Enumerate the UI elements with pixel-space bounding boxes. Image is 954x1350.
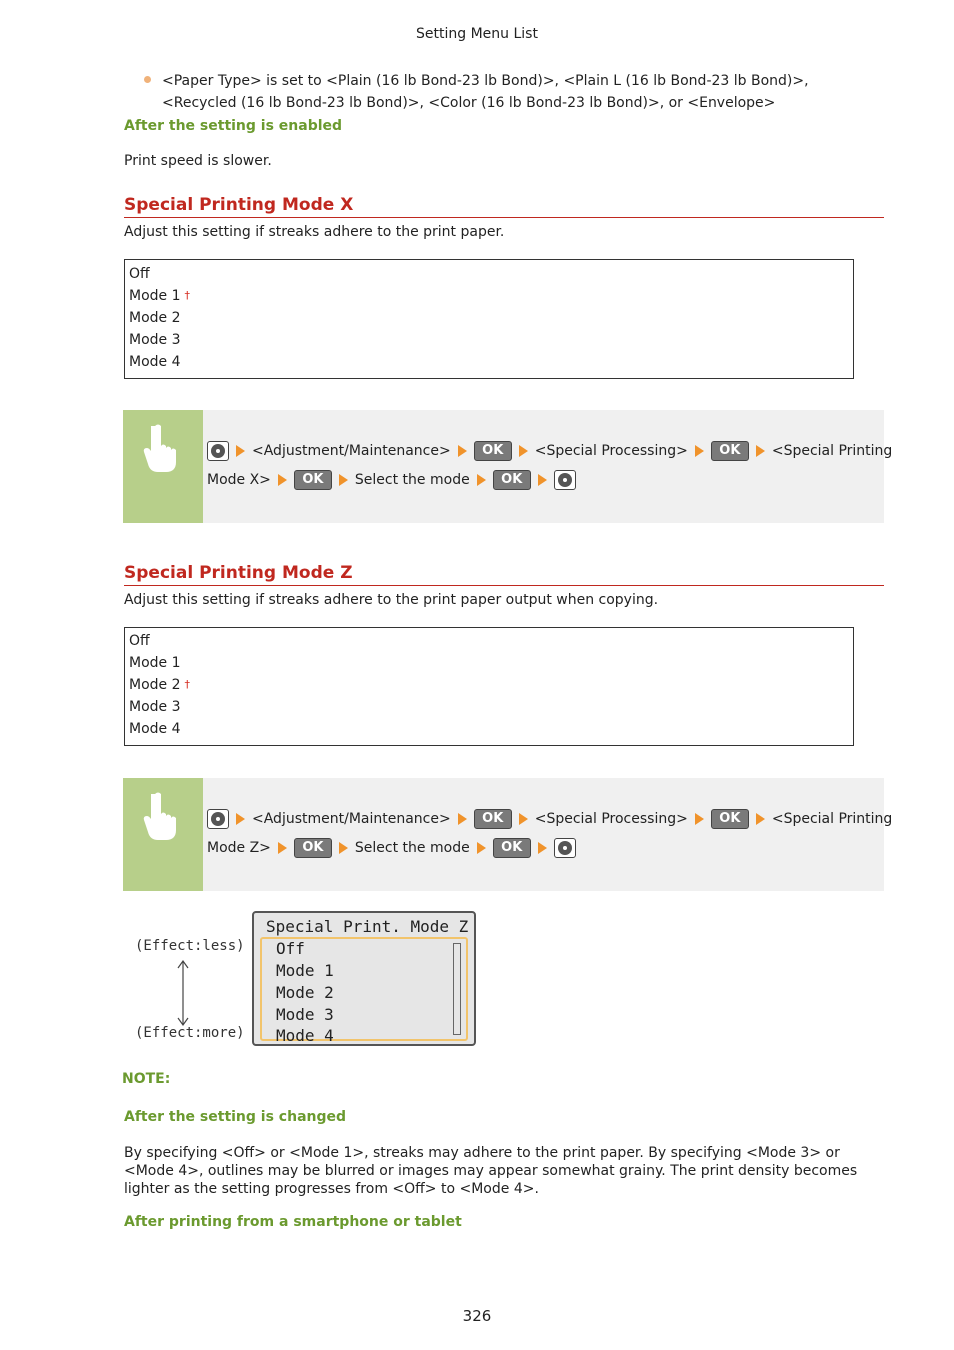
mode-z-close-label: Mode Z> — [207, 840, 271, 856]
mode-x-nav-line-2 — [207, 470, 576, 490]
select-mode-label: Select the mode — [354, 840, 470, 856]
arrow-right-icon — [236, 445, 245, 457]
mode-x-nav-line-1 — [207, 441, 892, 461]
arrow-right-icon — [458, 813, 467, 825]
ok-key-icon: OK — [493, 470, 531, 490]
arrow-right-icon — [538, 842, 547, 854]
arrow-right-icon — [756, 445, 765, 457]
ok-key-icon: OK — [711, 441, 749, 461]
select-mode-label: Select the mode — [354, 472, 470, 488]
mode-z-divider — [124, 585, 884, 586]
arrow-right-icon — [756, 813, 765, 825]
special-printing-label: <Special Printing — [771, 811, 893, 827]
ok-key-icon: OK — [711, 809, 749, 829]
arrow-right-icon — [695, 813, 704, 825]
mode-x-option-off: Off — [129, 266, 150, 282]
menu-key-icon — [554, 470, 576, 490]
hand-pointer-icon — [141, 790, 185, 842]
mode-x-close-label: Mode X> — [207, 472, 271, 488]
mode-z-options-box — [124, 627, 854, 746]
lcd-item-mode3: Mode 3 — [276, 1005, 334, 1024]
mode-x-divider — [124, 217, 884, 218]
mode-x-description: Adjust this setting if streaks adhere to the print paper. — [124, 224, 505, 240]
mode-z-nav-line-2 — [207, 838, 576, 858]
menu-key-icon — [554, 838, 576, 858]
effect-more-label: (Effect:more) — [135, 1025, 245, 1041]
ok-key-icon: OK — [474, 441, 512, 461]
mode-x-nav-sidebar — [123, 410, 203, 523]
arrow-right-icon — [236, 813, 245, 825]
mode-z-option-mode2-label: Mode 2 — [129, 677, 181, 693]
adjustment-maintenance-label: <Adjustment/Maintenance> — [252, 443, 451, 459]
after-setting-enabled-heading: After the setting is enabled — [124, 118, 343, 134]
mode-x-option-mode2: Mode 2 — [129, 310, 181, 326]
lcd-scrollbar — [453, 943, 461, 1035]
bullet-dot-icon — [144, 76, 151, 83]
mode-z-option-mode4: Mode 4 — [129, 721, 181, 737]
adjustment-maintenance-label: <Adjustment/Maintenance> — [252, 811, 451, 827]
default-dagger-icon: † — [184, 289, 191, 302]
lcd-item-mode4: Mode 4 — [276, 1026, 334, 1045]
ok-key-icon: OK — [493, 838, 531, 858]
mode-z-option-mode3: Mode 3 — [129, 699, 181, 715]
lcd-menu-list — [260, 937, 468, 1045]
menu-key-icon — [207, 441, 229, 461]
mode-z-navigation-box — [123, 778, 893, 891]
lcd-title: Special Print. Mode Z — [266, 917, 469, 936]
mode-z-nav-line-1 — [207, 809, 892, 829]
mode-x-option-mode3: Mode 3 — [129, 332, 181, 348]
after-setting-changed-heading: After the setting is changed — [124, 1109, 347, 1125]
special-processing-label: <Special Processing> — [534, 811, 688, 827]
mode-x-option-mode1 — [125, 285, 853, 307]
lcd-item-off: Off — [276, 939, 305, 958]
menu-key-icon — [207, 809, 229, 829]
ok-key-icon: OK — [294, 470, 332, 490]
note-label: NOTE: — [122, 1071, 171, 1087]
mode-z-description: Adjust this setting if streaks adhere to the print paper output when copying. — [124, 592, 659, 608]
effect-less-label: (Effect:less) — [135, 938, 245, 954]
lcd-screen — [252, 911, 476, 1046]
mode-z-title: Special Printing Mode Z — [124, 563, 353, 583]
arrow-right-icon — [278, 842, 287, 854]
print-speed-text: Print speed is slower. — [124, 153, 272, 169]
paper-type-bullet — [124, 70, 884, 114]
default-dagger-icon: † — [184, 678, 191, 691]
page-number: 326 — [462, 1307, 492, 1325]
ok-key-icon: OK — [294, 838, 332, 858]
arrow-right-icon — [477, 474, 486, 486]
mode-x-title: Special Printing Mode X — [124, 195, 354, 215]
bullet-text: <Paper Type> is set to <Plain (16 lb Bond-23 lb Bond)>, <Plain L (16 lb Bond-23 lb Bond)>, <Recycled (16 lb Bond-23 lb Bond)>, <Color (16 lb Bond-23 lb Bond)>, or <Envelope> — [162, 73, 809, 111]
arrow-right-icon — [339, 842, 348, 854]
ok-key-icon: OK — [474, 809, 512, 829]
after-setting-changed-text: By specifying <Off> or <Mode 1>, streaks may adhere to the print paper. By specifying <Mode 3> or <Mode 4>, outlines may be blurred or images may appear somewhat grainy. The print density becomes lighter as the setting progresses from <Off> to <Mode 4>. — [124, 1145, 858, 1197]
arrow-right-icon — [519, 445, 528, 457]
special-printing-label: <Special Printing — [771, 443, 893, 459]
arrow-right-icon — [339, 474, 348, 486]
special-processing-label: <Special Processing> — [534, 443, 688, 459]
arrow-right-icon — [538, 474, 547, 486]
arrow-right-icon — [695, 445, 704, 457]
mode-z-option-off: Off — [129, 633, 150, 649]
arrow-right-icon — [278, 474, 287, 486]
mode-x-navigation-box — [123, 410, 893, 523]
mode-x-options-box — [124, 259, 854, 379]
mode-z-nav-sidebar — [123, 778, 203, 891]
mode-z-option-mode2 — [125, 674, 853, 696]
mode-x-option-mode4: Mode 4 — [129, 354, 181, 370]
lcd-item-mode2: Mode 2 — [276, 983, 334, 1002]
page-header-title: Setting Menu List — [416, 26, 538, 42]
hand-pointer-icon — [141, 422, 185, 474]
after-printing-smartphone-heading: After printing from a smartphone or tablet — [124, 1214, 462, 1230]
lcd-item-mode1: Mode 1 — [276, 961, 334, 980]
mode-x-option-mode1-label: Mode 1 — [129, 288, 181, 304]
arrow-right-icon — [519, 813, 528, 825]
arrow-right-icon — [458, 445, 467, 457]
mode-z-option-mode1: Mode 1 — [129, 655, 181, 671]
arrow-right-icon — [477, 842, 486, 854]
effect-range-arrow-icon — [174, 958, 192, 1028]
